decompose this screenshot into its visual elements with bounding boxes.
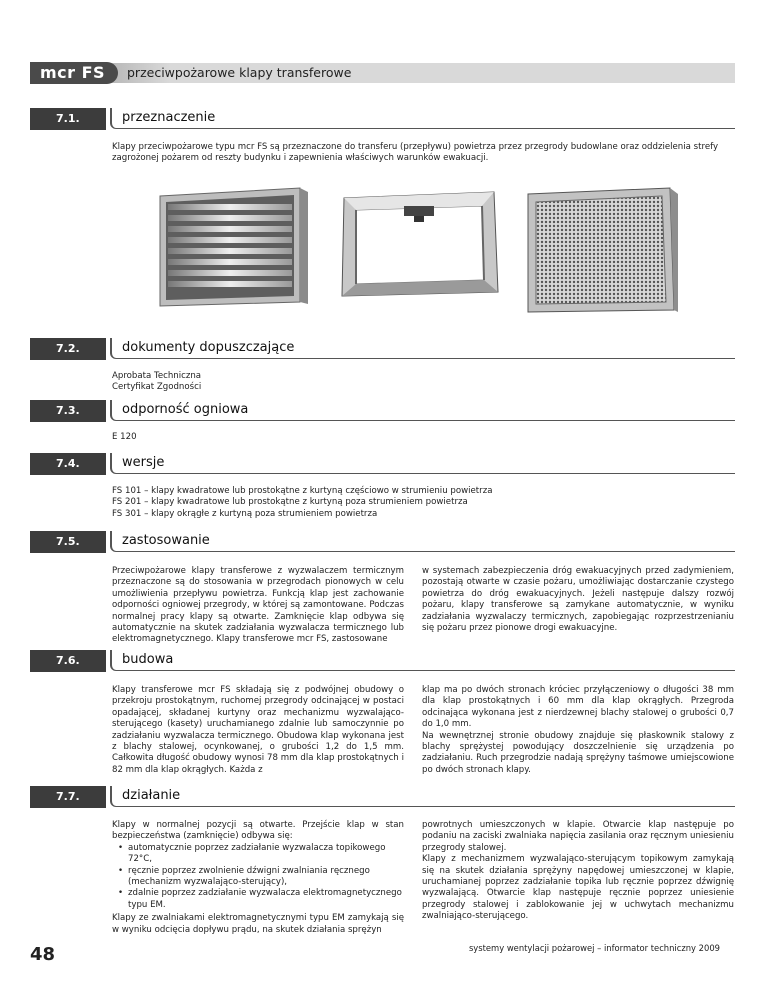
section-7-5-right-column: w systemach zabezpieczenia dróg ewakuacyjnych przed zadymieniem, pozostają otwarte w czasie pożaru, umożliwiając dostarczanie czystego powietrza do dróg ewakuacyjnych. Jeżeli następuje dalszy rozwój pożaru, klapy transferowe są zamykane automatycznie, w wyniku zadziałania wyzwalaczy termicznych, zapobiegając rozprzestrzenianiu się pożaru przez pionowe drogi ewakuacyjne. xyxy=(422,566,734,634)
list-item: • zdalnie poprzez zadziałanie wyzwalacza elektromagnetycznego typu EM. xyxy=(112,888,404,911)
section-7-1-text: Klapy przeciwpożarowe typu mcr FS są przeznaczone do transferu (przepływu) powietrza przez przegrody budowlane oraz oddzielenia strefy zagrożonej pożarem od reszty budynku i zapewnienia właściwych warunków ewakuacji. xyxy=(112,142,719,164)
header-title: przeciwpożarowe klapy transferowe xyxy=(127,65,352,80)
page-number: 48 xyxy=(30,944,56,965)
paragraph: Klapy w normalnej pozycji są otwarte. Przejście klap w stan bezpieczeństwa (zamknięcie) odbywa się: xyxy=(112,820,404,842)
fs301-damper-image xyxy=(520,184,680,318)
fs201-damper-image xyxy=(336,188,502,300)
paragraph: Klapy z mechanizmem wyzwalająco-sterującym topikowym zamykają się na skutek działania sprężyny napędowej umieszczonej w klapie, uruchamianej poprzez zadziałanie topika lub ręcznie poprzez dźwignię wyzwalającą. Otwarcie klap następuje ręcznie poprzez uniesienie przegrody stalowej i zablokowanie jej w uchwytach mechanizmu zwalniająco-sterującego. xyxy=(422,854,734,922)
section-title: zastosowanie xyxy=(122,533,210,548)
section-7-7-right-column xyxy=(422,820,734,923)
trigger-list xyxy=(112,843,404,911)
fs101-damper-image xyxy=(150,184,310,314)
section-heading-7-3 xyxy=(30,400,735,422)
version-line: FS 301 – klapy okrągłe z kurtyną poza strumieniem powietrza xyxy=(112,508,378,519)
section-number: 7.2. xyxy=(30,338,106,360)
section-title: dokumenty dopuszczające xyxy=(122,340,295,355)
section-number: 7.6. xyxy=(30,650,106,672)
version-line: FS 201 – klapy kwadratowe lub prostokątne z kurtyną poza strumieniem powietrza xyxy=(112,497,468,508)
section-heading-7-7 xyxy=(30,786,735,808)
section-7-5-left-column: Przeciwpożarowe klapy transferowe z wyzwalaczem termicznym przeznaczone są do stosowania w przegrodach pionowych w celu umożliwienia przepływu powietrza. Funkcją klap jest zachowanie odporności ogniowej przegrody, w której są zamontowane. Podczas normalnej pracy klapy są otwarte. Zamknięcie klap odbywa się automatycznie na skutek zadziałania wyzwalacza termicznego lub elektromagnetycznego. Klapy transferowe mcr FS, zastosowane xyxy=(112,566,404,645)
section-7-6-left-column: Klapy transferowe mcr FS składają się z podwójnej obudowy o przekroju prostokątnym, ruchomej przegrody odcinającej w postaci opadającej, składanej kurtyny oraz mechanizmu wyzwalająco-sterującego (kasety) uruchamianego zdalnie lub samoczynnie po zadziałaniu wyzwalacza termicznego. Obudowa klap wykonana jest z blachy stalowej, ocynkowanej, o grubości 1,2 do 1,5 mm. Całkowita długość obudowy wynosi 78 mm dla klap prostokątnych i 82 mm dla klap okrągłych. Każda z xyxy=(112,685,404,775)
section-number: 7.5. xyxy=(30,531,106,553)
section-number: 7.1. xyxy=(30,108,106,130)
section-title: budowa xyxy=(122,652,174,667)
section-title: przeznaczenie xyxy=(122,110,216,125)
document-line: Aprobata Techniczna xyxy=(112,371,202,381)
paragraph: powrotnych umieszczonych w klapie. Otwarcie klap następuje po podaniu na zaciski zwalniaka napięcia zasilania oraz ręcznym uniesieniu przegrody stalowej. xyxy=(422,820,734,853)
document-line: Certyfikat Zgodności xyxy=(112,382,202,393)
list-item: • ręcznie poprzez zwolnienie dźwigni zwalniania ręcznego (mechanizm wyzwalająco-sterujący), xyxy=(112,866,404,889)
section-7-3-text: E 120 xyxy=(112,432,137,442)
list-item: • automatycznie poprzez zadziałanie wyzwalacza topikowego 72°C, xyxy=(112,843,404,866)
section-title: odporność ogniowa xyxy=(122,402,249,417)
section-title: wersje xyxy=(122,455,165,470)
paragraph: Klapy ze zwalniakami elektromagnetycznymi typu EM zamykają się w wyniku odcięcia dopływu prądu, na skutek działania sprężyn xyxy=(112,913,404,935)
section-number: 7.4. xyxy=(30,453,106,475)
section-7-6-right-column xyxy=(422,685,734,776)
section-number: 7.7. xyxy=(30,786,106,808)
section-rule xyxy=(110,650,735,671)
section-rule xyxy=(110,453,735,474)
section-7-7-left-column xyxy=(112,820,404,936)
section-7-2-text xyxy=(112,371,512,394)
section-heading-7-6 xyxy=(30,650,735,672)
section-rule xyxy=(110,786,735,807)
paragraph: klap ma po dwóch stronach króciec przyłączeniowy o długości 38 mm dla klap prostokątnych i 60 mm dla klap okrągłych. Przegroda odcinająca wykonana jest z nierdzewnej blachy stalowej o grubości 0,7 do 1,0 mm. xyxy=(422,685,734,730)
footer-caption: systemy wentylacji pożarowej – informator techniczny 2009 xyxy=(468,943,720,953)
section-7-4-text xyxy=(112,486,712,520)
section-heading-7-1 xyxy=(30,108,735,130)
section-title: działanie xyxy=(122,788,181,803)
section-heading-7-2 xyxy=(30,338,735,360)
header-code: mcr FS xyxy=(40,63,106,82)
section-heading-7-5 xyxy=(30,531,735,553)
section-number: 7.3. xyxy=(30,400,106,422)
section-heading-7-4 xyxy=(30,453,735,475)
paragraph: Na wewnętrznej stronie obudowy znajduje się płaskownik stalowy z blachy sprężystej powodujący doszczelnienie się urządzenia po zadziałaniu. Ruch przegrodzie nadają sprężyny taśmowe umiejscowione po dwóch stronach klapy. xyxy=(422,730,734,775)
version-line: FS 101 – klapy kwadratowe lub prostokątne z kurtyną częściowo w strumieniu powietrza xyxy=(112,486,493,496)
